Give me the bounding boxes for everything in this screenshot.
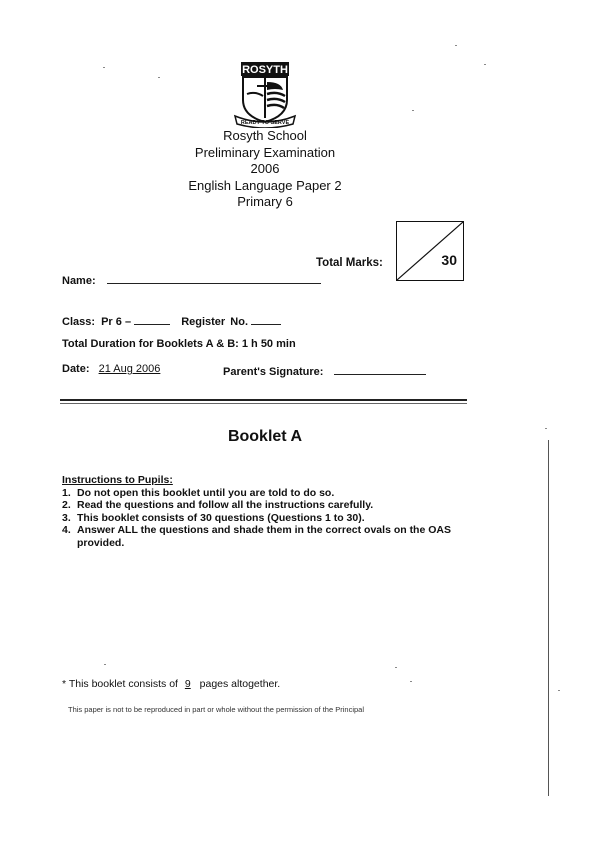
scan-speck [412, 110, 414, 111]
instruction-text: This booklet consists of 30 questions (Questions 1 to 30). [77, 511, 365, 524]
class-blank[interactable] [134, 313, 170, 325]
signature-blank[interactable] [334, 363, 426, 375]
name-label: Name: [62, 275, 96, 287]
instruction-text: Answer ALL the questions and shade them in the correct ovals on the OAS provided. [77, 524, 451, 549]
date-value: 21 Aug 2006 [98, 363, 161, 375]
svg-text:READY TO SERVE: READY TO SERVE [240, 120, 290, 126]
scan-edge-line [548, 440, 549, 796]
date-row [62, 363, 160, 375]
instruction-text: Do not open this booklet until you are told to do so. [77, 486, 335, 499]
total-marks-box [396, 221, 464, 281]
page-count-value: 9 [184, 678, 191, 690]
duration-text: Total Duration for Booklets A & B: 1 h 50 min [62, 338, 296, 350]
school-name: Rosyth School [223, 128, 307, 143]
scan-speck [158, 77, 160, 78]
instruction-number: 1. [62, 486, 71, 499]
scan-speck [558, 690, 560, 691]
booklet-title: Booklet A [227, 428, 303, 445]
instruction-text: Read the questions and follow all the instructions carefully. [77, 499, 374, 512]
instruction-number: 4. [62, 524, 71, 537]
instruction-item [62, 487, 452, 500]
class-value: Pr 6 – [101, 316, 132, 328]
register-blank[interactable] [251, 313, 281, 325]
divider-thin [60, 403, 467, 404]
page-count-note [62, 678, 280, 690]
school-crest-logo [233, 60, 297, 128]
instruction-number: 3. [62, 511, 71, 524]
class-label: Class: [62, 316, 96, 328]
instruction-item [62, 512, 452, 525]
class-row [62, 313, 281, 328]
register-no-label: No. [230, 316, 249, 328]
total-marks-label: Total Marks: [316, 257, 383, 269]
divider [60, 399, 467, 401]
subject-name: English Language Paper 2 [188, 177, 342, 193]
exam-name: Preliminary Examination [194, 144, 336, 160]
instruction-item [62, 499, 452, 512]
total-marks-value: 30 [441, 252, 457, 268]
signature-row [223, 363, 426, 378]
register-label: Register [181, 316, 226, 328]
copyright-footer: This paper is not to be reproduced in part or whole without the permission of the Principal [68, 705, 364, 714]
name-blank[interactable] [107, 272, 321, 284]
scan-speck [455, 45, 457, 46]
scan-speck [484, 64, 486, 65]
scan-speck [395, 667, 397, 668]
level-name: Primary 6 [237, 194, 293, 209]
signature-label: Parent's Signature: [223, 366, 324, 378]
instructions [62, 474, 452, 550]
svg-text:ROSYTH: ROSYTH [242, 64, 288, 76]
date-label: Date: [62, 363, 90, 375]
exam-header [0, 128, 530, 211]
instructions-heading: Instructions to Pupils: [62, 474, 173, 486]
scan-speck [104, 664, 106, 665]
instruction-number: 2. [62, 499, 71, 512]
page-count-prefix: * This booklet consists of [62, 678, 178, 690]
scan-speck [410, 681, 412, 682]
page-count-suffix: pages altogether. [199, 678, 281, 690]
instruction-item [62, 524, 452, 549]
scan-speck [545, 428, 547, 429]
scan-speck [103, 67, 105, 68]
exam-year: 2006 [250, 161, 280, 176]
instructions-list [62, 487, 452, 550]
name-row [62, 272, 321, 287]
